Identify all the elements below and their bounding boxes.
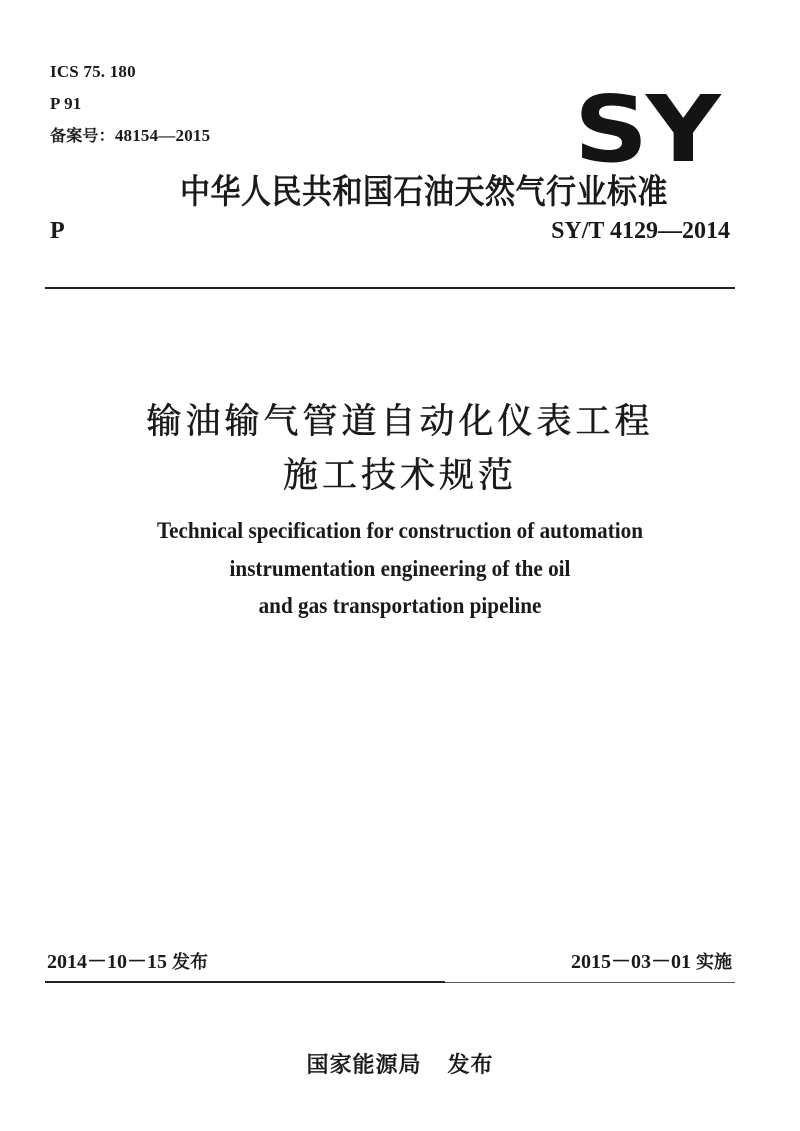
issue-date-label: 发布 (172, 952, 208, 973)
effective-date (571, 945, 732, 974)
header-divider (45, 287, 735, 289)
category-letter: P (50, 218, 65, 244)
ics-code: ICS 75. 180 (50, 62, 136, 81)
standard-number: SY/T 4129—2014 (551, 218, 730, 244)
publisher-action: 发布 (447, 1053, 494, 1078)
filing-number (50, 123, 210, 146)
industry-standard-title: 中华人民共和国石油天然气行业标准 (180, 172, 668, 213)
title-english-line-2: instrumentation engineering of the oil (229, 556, 571, 581)
issue-date (47, 945, 208, 974)
ccs-code: P 91 (50, 94, 82, 113)
filing-value: 48154—2015 (114, 126, 211, 145)
title-chinese-line-1: 输油输气管道自动化仪表工程 (146, 402, 654, 442)
publisher-name: 国家能源局 (306, 1053, 422, 1078)
effective-date-label: 实施 (696, 952, 732, 973)
effective-date-value: 2015－03－01 (571, 951, 691, 973)
publisher (0, 1048, 800, 1079)
filing-label: 备案号： (50, 126, 115, 145)
title-chinese-line-2: 施工技术规范 (282, 456, 517, 496)
footer-divider (45, 982, 735, 983)
sy-logo: SY (574, 76, 719, 183)
title-english-line-1: Technical specification for construction of automation (156, 518, 644, 543)
issue-date-value: 2014－10－15 (47, 951, 167, 973)
title-english-line-3: and gas transportation pipeline (258, 593, 542, 618)
